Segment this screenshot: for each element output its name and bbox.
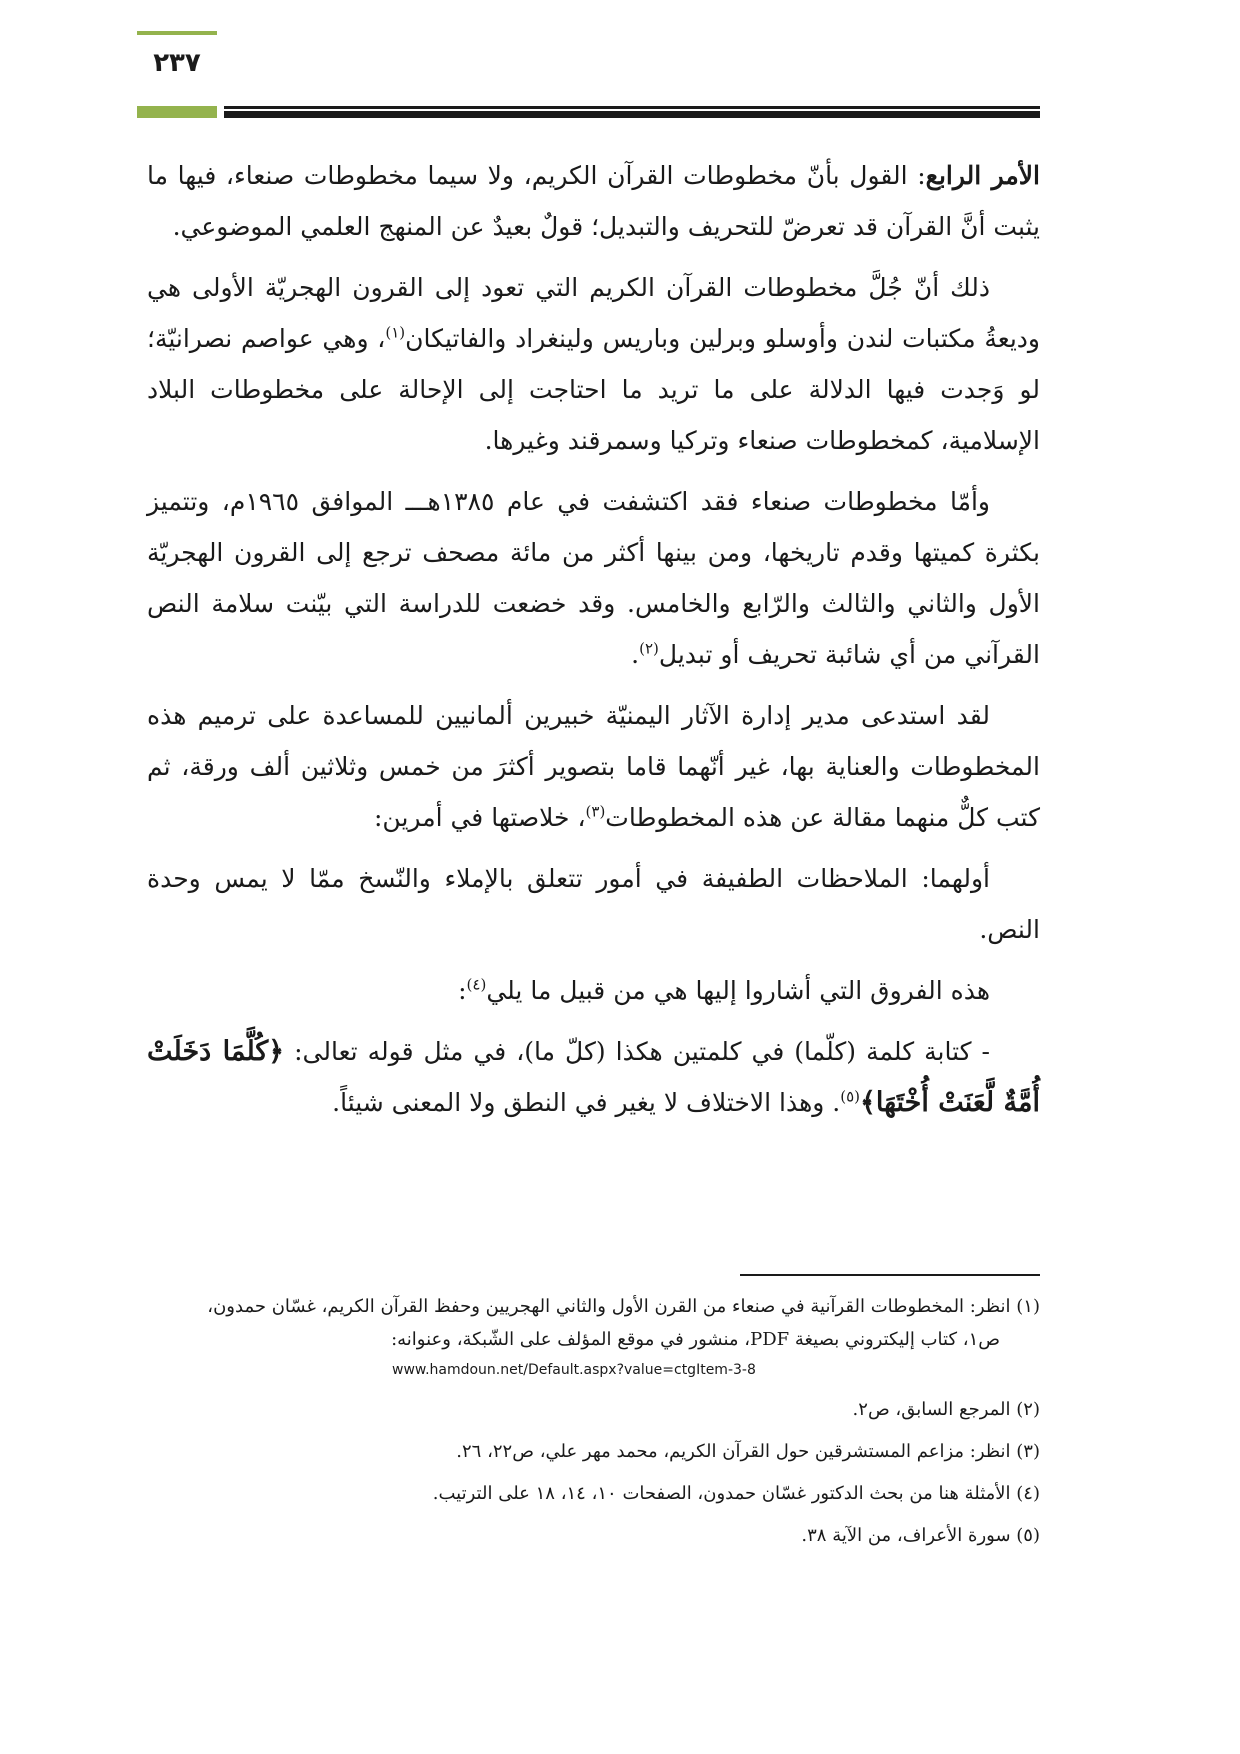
paragraph-7 <box>147 1026 1040 1128</box>
footnote-5: (٥) سورة الأعراف، من الآية ٣٨. <box>801 1525 1040 1546</box>
footnote-ref-3[interactable]: (٣) <box>585 802 606 821</box>
footnotes <box>147 1290 1040 1561</box>
paragraph-6-text-b: : <box>458 976 467 1005</box>
paragraph-1 <box>147 150 1040 252</box>
footnote-ref-1[interactable]: (١) <box>385 323 406 342</box>
footnote-1-text-b: ص١، كتاب إليكتروني بصيغة PDF، منشور في موقع المؤلف على الشّبكة، وعنوانه: <box>391 1329 1000 1350</box>
main-text <box>147 150 1040 1138</box>
paragraph-4 <box>147 690 1040 843</box>
footnote-1-text-a: (١) انظر: المخطوطات القرآنية في صنعاء من القرن الأول والثاني الهجريين وحفظ القرآن الكريم، غسّان حمدون، <box>207 1296 1040 1317</box>
paragraph-3 <box>147 476 1040 680</box>
footnote-ref-2[interactable]: (٢) <box>639 639 659 658</box>
header-bar-black <box>224 106 1040 118</box>
footnote-separator <box>740 1274 1040 1276</box>
paragraph-4-text-b: ، خلاصتها في أمرين: <box>373 803 586 832</box>
paragraph-1-lead: الأمر الرابع <box>925 161 1040 190</box>
paragraph-2-text-a: ذلك أنّ جُلَّ مخطوطات القرآن الكريم التي تعود إلى القرون الهجريّة الأولى هي وديعةُ مكتبات لندن وأوسلو وبرلين وباريس ولينغراد والفاتيكان <box>147 273 1040 353</box>
paragraph-3-text-a: وأمّا مخطوطات صنعاء فقد اكتشفت في عام ١٣٨٥هـــ الموافق ١٩٦٥م، وتتميز بكثرة كميتها وقدم تاريخها، ومن بينها أكثر من مائة مصحف ترجع إلى القرون الهجريّة الأول والثاني والثالث والرّابع والخامس. وقد خضعت للدراسة التي بيّنت سلامة النص القرآني من أي شائبة تحريف أو تبديل <box>147 487 1040 669</box>
footnote-ref-5[interactable]: (٥) <box>840 1087 861 1106</box>
page-number: ٢٣٧ <box>153 48 201 78</box>
paragraph-2 <box>147 262 1040 466</box>
paragraph-1-text: : القول بأنّ مخطوطات القرآن الكريم، ولا سيما مخطوطات صنعاء، فيها ما يثبت أنَّ القرآن قد تعرضّ للتحريف والتبديل؛ قولٌ بعيدٌ عن المنهج العلمي الموضوعي. <box>147 161 1040 241</box>
header-bar-green <box>137 106 217 118</box>
footnote-1 <box>147 1290 1040 1384</box>
paragraph-6-text-a: هذه الفروق التي أشاروا إليها هي من قبيل ما يلي <box>486 976 990 1005</box>
quran-verse: ﴿كُلَّمَا دَخَلَتْ أُمَّةٌ لَّعَنَتْ أُخْتَهَا﴾ <box>147 1036 1040 1118</box>
footnote-1-url[interactable]: www.hamdoun.net/Default.aspx?value=ctgItem-3-8 <box>392 1362 756 1378</box>
paragraph-7-text-b: . وهذا الاختلاف لا يغير في النطق ولا المعنى شيئاً. <box>332 1088 841 1117</box>
footnote-4: (٤) الأمثلة هنا من بحث الدكتور غسّان حمدون، الصفحات ١٠، ١٤، ١٨ على الترتيب. <box>432 1483 1040 1504</box>
paragraph-4-text-a: لقد استدعى مدير إدارة الآثار اليمنيّة خبيرين ألمانيين للمساعدة على ترميم هذه المخطوطات والعناية بها، غير أنّهما قاما بتصوير أكثرَ من خمس وثلاثين ألف ورقة، ثم كتب كلٌّ منهما مقالة عن هذه المخطوطات <box>147 701 1040 832</box>
footnote-2: (٢) المرجع السابق، ص٢. <box>852 1399 1040 1420</box>
top-rule <box>137 31 217 35</box>
paragraph-5: أولهما: الملاحظات الطفيفة في أمور تتعلق بالإملاء والنّسخ ممّا لا يمس وحدة النص. <box>147 864 1040 944</box>
paragraph-6 <box>147 965 1040 1016</box>
paragraph-7-text-a: - كتابة كلمة (كلّما) في كلمتين هكذا (كلّ ما)، في مثل قوله تعالى: <box>284 1037 991 1066</box>
footnote-3: (٣) انظر: مزاعم المستشرقين حول القرآن الكريم، محمد مهر علي، ص٢٢، ٢٦. <box>456 1441 1040 1462</box>
footnote-ref-4[interactable]: (٤) <box>466 975 487 994</box>
paragraph-2-text-b: ، وهي عواصم نصرانيّة؛ لو وَجدت فيها الدلالة على ما تريد ما احتاجت إلى الإحالة على مخطوطات البلاد الإسلامية، كمخطوطات صنعاء وتركيا وسمرقند وغيرها. <box>147 324 1040 455</box>
paragraph-3-text-b: . <box>631 640 640 669</box>
